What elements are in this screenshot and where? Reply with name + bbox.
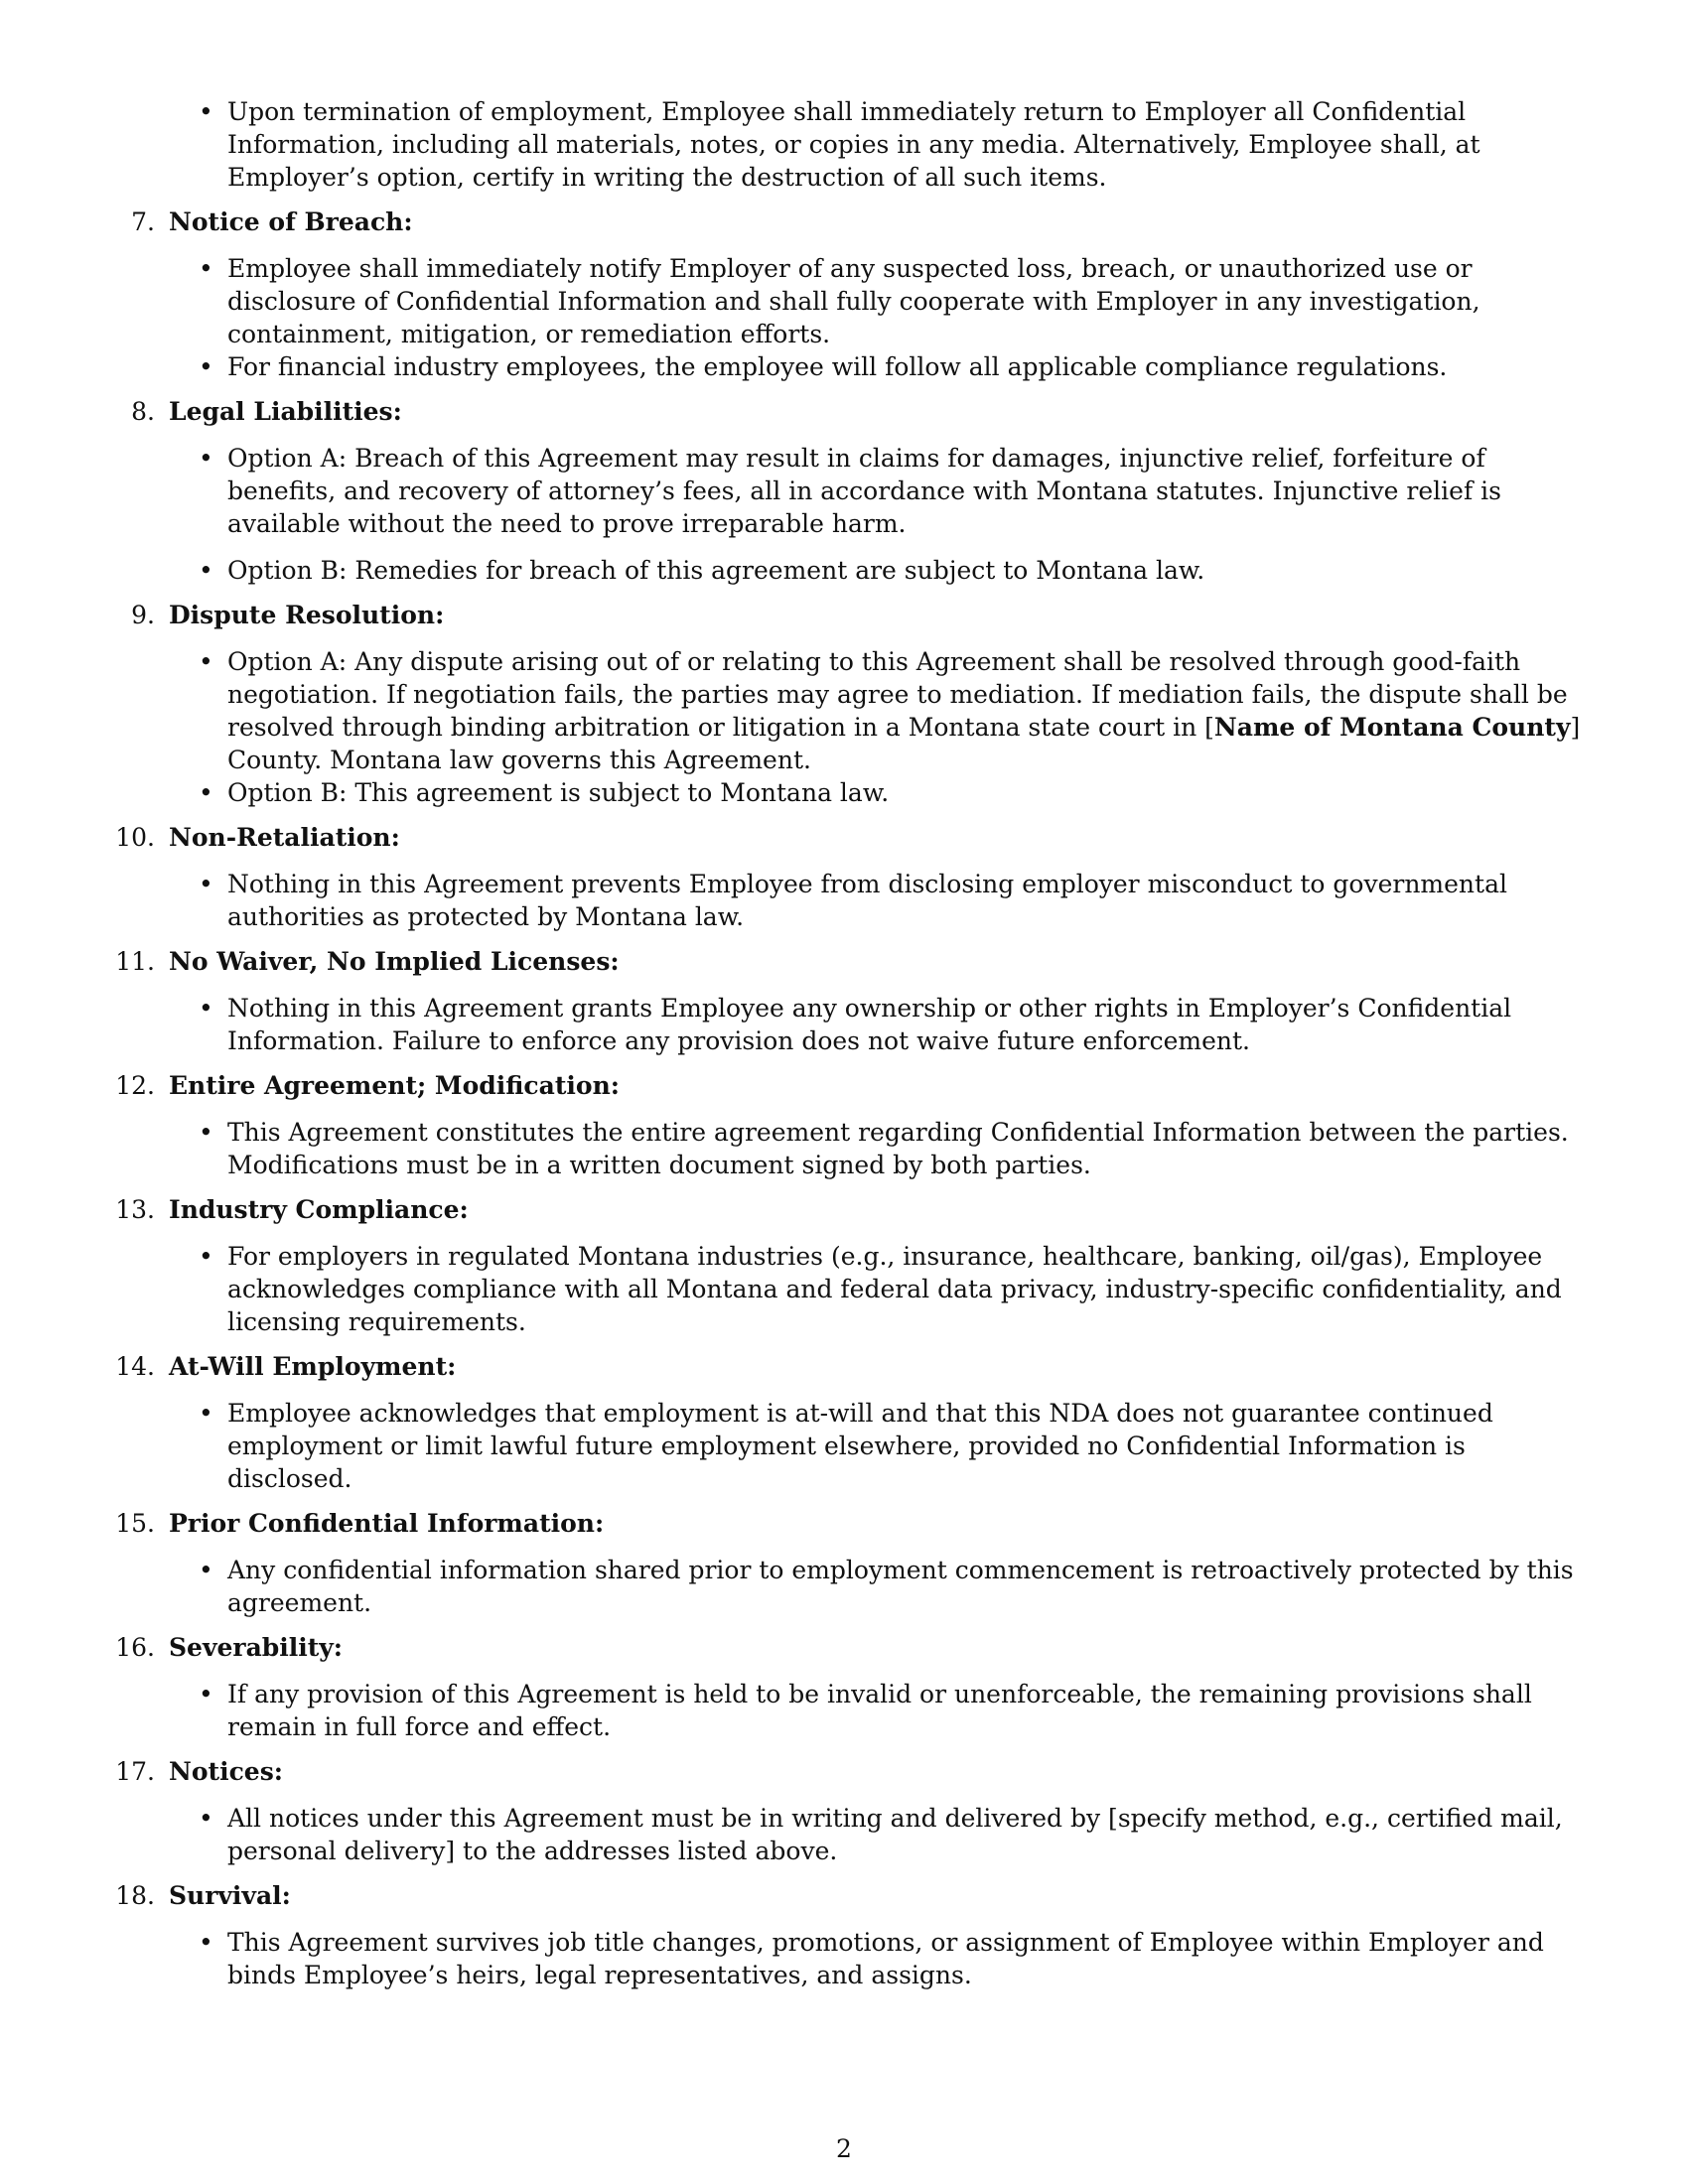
section-title: At-Will Employment:	[169, 1352, 457, 1381]
section-title: Entire Agreement; Modification:	[169, 1071, 620, 1100]
section-heading	[131, 395, 1589, 428]
bullet-icon: •	[199, 1556, 213, 1584]
list-item	[169, 776, 1589, 809]
section-number: 18.	[115, 1881, 155, 1910]
section	[115, 1755, 1589, 1867]
list-item	[169, 868, 1589, 933]
list-item	[169, 1802, 1589, 1867]
list-item	[169, 95, 1589, 194]
bullet-icon: •	[199, 1928, 213, 1957]
bullet-icon: •	[199, 778, 213, 807]
list-item-text: If any provision of this Agreement is held to be invalid or unenforceable, the remaining provisions shall remain in full force and effect.	[227, 1680, 1532, 1741]
list-item	[169, 554, 1589, 587]
section-title: Survival:	[169, 1881, 291, 1910]
list-item-text: All notices under this Agreement must be in writing and delivered by [specify method, e.g., certified mail, personal delivery] to the addresses listed above.	[227, 1804, 1563, 1865]
section-title: No Waiver, No Implied Licenses:	[169, 947, 620, 976]
page-number: 2	[836, 2134, 852, 2163]
list-item-text: For financial industry employees, the employee will follow all applicable compliance regulations.	[227, 352, 1448, 381]
section-list	[169, 992, 1589, 1057]
section-list	[169, 868, 1589, 933]
list-item-text: Upon termination of employment, Employee shall immediately return to Employer all Confidential Information, including all materials, notes, or copies in any media. Alternatively, Employee shall, at Employer’s option, certify in writing the destruction of all such items.	[227, 97, 1480, 192]
list-item-text: Employee acknowledges that employment is at-will and that this NDA does not guarantee continued employment or limit lawful future employment elsewhere, provided no Confidential Information is disclosed.	[227, 1399, 1493, 1493]
bullet-icon: •	[199, 444, 213, 473]
bullet-icon: •	[199, 254, 213, 283]
sections-container	[115, 205, 1589, 1991]
bullet-icon: •	[199, 1118, 213, 1147]
bullet-icon: •	[199, 352, 213, 381]
section-list	[169, 1802, 1589, 1867]
bullet-icon: •	[199, 1680, 213, 1708]
list-item-text: Option B: This agreement is subject to Montana law.	[227, 778, 890, 807]
list-item	[169, 992, 1589, 1057]
section	[131, 599, 1589, 809]
list-item	[169, 1397, 1589, 1495]
bullet-icon: •	[199, 97, 213, 126]
section	[115, 1879, 1589, 1991]
section	[115, 821, 1589, 933]
section-list	[169, 1926, 1589, 1991]
section-heading	[131, 599, 1589, 631]
section-heading	[131, 205, 1589, 238]
bullet-icon: •	[199, 1399, 213, 1428]
section-title: Prior Confidential Information:	[169, 1509, 605, 1538]
list-item-text: This Agreement constitutes the entire agreement regarding Confidential Information between the parties. Modifications must be in a written document signed by both parties.	[227, 1118, 1569, 1179]
bullet-icon: •	[199, 994, 213, 1023]
bullet-icon: •	[199, 556, 213, 585]
section-heading	[115, 1755, 1589, 1788]
bullet-icon: •	[199, 1804, 213, 1833]
section-title: Dispute Resolution:	[169, 601, 445, 629]
section-list	[169, 1116, 1589, 1181]
section-list	[169, 1678, 1589, 1743]
section-heading	[115, 1193, 1589, 1226]
list-item	[169, 645, 1589, 776]
document-body	[115, 95, 1589, 1991]
county-placeholder: Name of Montana County	[1213, 713, 1571, 742]
section-heading	[115, 945, 1589, 978]
section-title: Non-Retaliation:	[169, 823, 400, 852]
section-number: 7.	[131, 207, 155, 236]
section-number: 16.	[115, 1633, 155, 1662]
section-heading	[115, 1631, 1589, 1664]
section-number: 17.	[115, 1757, 155, 1786]
intro-list	[169, 95, 1589, 194]
section-list	[169, 645, 1589, 809]
section	[115, 1350, 1589, 1495]
list-item	[169, 1678, 1589, 1743]
list-item-text: Employee shall immediately notify Employer of any suspected loss, breach, or unauthorized use or disclosure of Confidential Information and shall fully cooperate with Employer in any investigation, containment, mitigation, or remediation efforts.	[227, 254, 1480, 348]
list-item-text: Nothing in this Agreement prevents Employee from disclosing employer misconduct to governmental authorities as protected by Montana law.	[227, 870, 1507, 931]
section	[115, 1069, 1589, 1181]
bullet-icon: •	[199, 870, 213, 898]
section-title: Notices:	[169, 1757, 284, 1786]
section-heading	[115, 1879, 1589, 1912]
section-heading	[115, 1507, 1589, 1540]
list-item-text: Option A: Any dispute arising out of or relating to this Agreement shall be resolved through good-faith negotiation. If negotiation fails, the parties may agree to mediation. If mediation fails, the dispute shall be resolved through binding arbitration or litigation in a Montana state court in [	[227, 647, 1568, 742]
section	[115, 1507, 1589, 1619]
list-item-text: Option A: Breach of this Agreement may result in claims for damages, injunctive relief, forfeiture of benefits, and recovery of attorney’s fees, all in accordance with Montana statutes. Injunctive relief is available without the need to prove irreparable harm.	[227, 444, 1501, 538]
list-item-text: Option B: Remedies for breach of this agreement are subject to Montana law.	[227, 556, 1205, 585]
section-number: 13.	[115, 1195, 155, 1224]
list-item	[169, 1554, 1589, 1619]
section-heading	[115, 1350, 1589, 1383]
list-item	[169, 350, 1589, 383]
section	[115, 1193, 1589, 1338]
list-item	[169, 252, 1589, 350]
bullet-icon: •	[199, 1242, 213, 1271]
list-item-text: ] County. Montana law governs this Agreement.	[227, 713, 1581, 774]
section-heading	[115, 1069, 1589, 1102]
section	[115, 1631, 1589, 1743]
section-list	[169, 1240, 1589, 1338]
section-title: Notice of Breach:	[169, 207, 413, 236]
list-item-text: For employers in regulated Montana industries (e.g., insurance, healthcare, banking, oil/gas), Employee acknowledges compliance with all Montana and federal data privacy, industry-specific confidentiality, and licensing requirements.	[227, 1242, 1562, 1336]
list-item	[169, 1240, 1589, 1338]
section-heading	[115, 821, 1589, 854]
section-title: Industry Compliance:	[169, 1195, 469, 1224]
section	[115, 945, 1589, 1057]
section	[131, 205, 1589, 383]
section	[131, 395, 1589, 587]
bullet-icon: •	[199, 647, 213, 676]
section-list	[169, 1397, 1589, 1495]
list-item	[169, 442, 1589, 540]
list-item-text: This Agreement survives job title changes, promotions, or assignment of Employee within Employer and binds Employee’s heirs, legal representatives, and assigns.	[227, 1928, 1544, 1989]
section-number: 15.	[115, 1509, 155, 1538]
list-item	[169, 1926, 1589, 1991]
section-title: Legal Liabilities:	[169, 397, 402, 426]
section-number: 9.	[131, 601, 155, 629]
section-number: 11.	[115, 947, 155, 976]
list-item-text: Any confidential information shared prior to employment commencement is retroactively protected by this agreement.	[227, 1556, 1574, 1617]
section-title: Severability:	[169, 1633, 344, 1662]
section-number: 14.	[115, 1352, 155, 1381]
section-number: 8.	[131, 397, 155, 426]
list-item-text: Nothing in this Agreement grants Employee any ownership or other rights in Employer’s Confidential Information. Failure to enforce any provision does not waive future enforcement.	[227, 994, 1512, 1055]
section-number: 12.	[115, 1071, 155, 1100]
section-list	[169, 252, 1589, 383]
section-list	[169, 1554, 1589, 1619]
list-item	[169, 1116, 1589, 1181]
section-number: 10.	[115, 823, 155, 852]
section-list	[169, 442, 1589, 587]
